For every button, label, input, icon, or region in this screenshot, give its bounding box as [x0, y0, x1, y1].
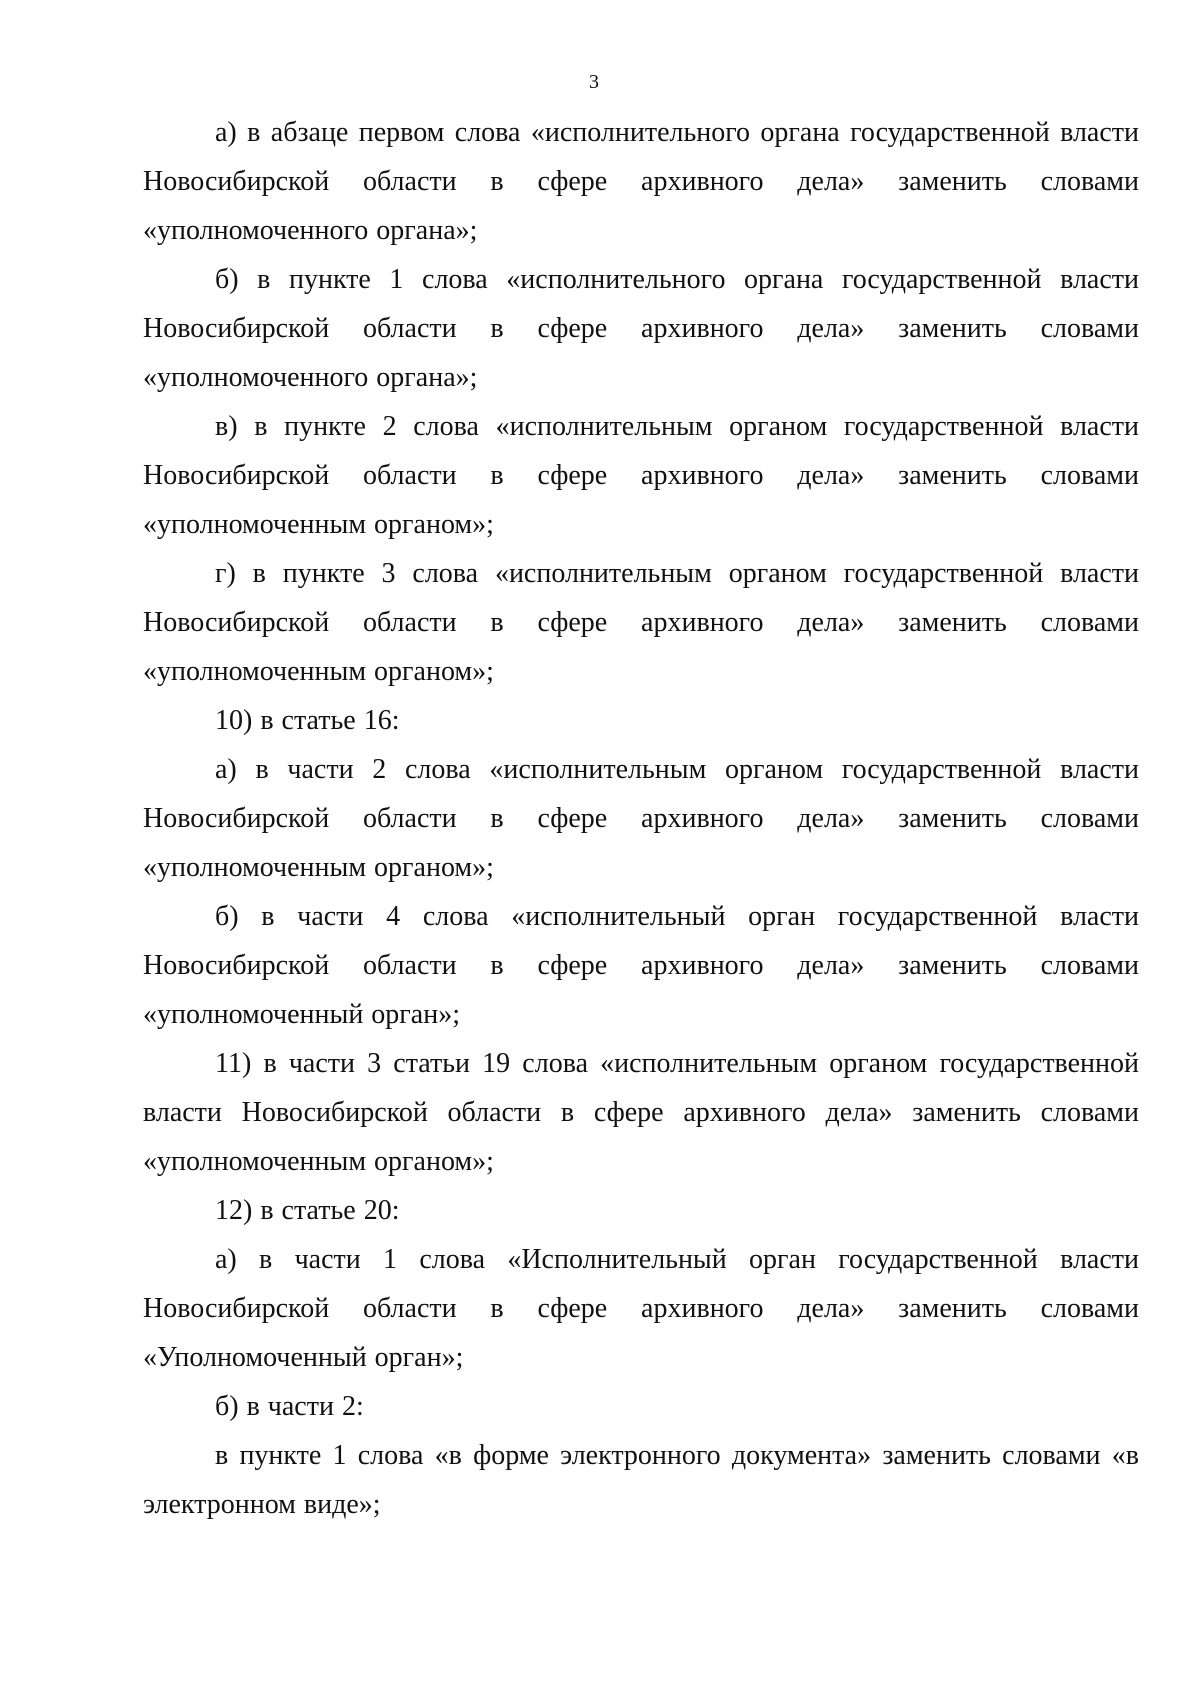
paragraph-b-chast-4: б) в части 4 слова «исполнительный орган государственной власти Новосибирской области в сфере архивного дела» заменить словами «уполномоченный орган»;	[143, 901, 1139, 1030]
paragraph-a-chast-2: а) в части 2 слова «исполнительным органом государственной власти Новосибирской области в сфере архивного дела» заменить словами «уполномоченным органом»;	[143, 754, 1139, 883]
paragraph-a-abzats-pervyi: а) в абзаце первом слова «исполнительного органа государственной власти Новосибирской области в сфере архивного дела» заменить словами «уполномоченного органа»;	[143, 117, 1139, 246]
paragraph-b-punkt-1: б) в пункте 1 слова «исполнительного органа государственной власти Новосибирской области в сфере архивного дела» заменить словами «уполномоченного органа»;	[143, 264, 1139, 393]
paragraph-b-chast-2: б) в части 2:	[215, 1391, 364, 1422]
document-body	[143, 108, 1139, 1529]
paragraph-a-chast-1: а) в части 1 слова «Исполнительный орган государственной власти Новосибирской области в сфере архивного дела» заменить словами «Уполномоченный орган»;	[143, 1244, 1139, 1373]
paragraph-punkt-1-elektronnyi-vid: в пункте 1 слова «в форме электронного документа» заменить словами «в электронном виде»;	[143, 1440, 1139, 1520]
paragraph-12-statya-20: 12) в статье 20:	[215, 1195, 400, 1226]
paragraph-g-punkt-3: г) в пункте 3 слова «исполнительным органом государственной власти Новосибирской области в сфере архивного дела» заменить словами «уполномоченным органом»;	[143, 558, 1139, 687]
page-number: 3	[589, 71, 599, 93]
paragraph-11-statya-19: 11) в части 3 статьи 19 слова «исполнительным органом государственной власти Новосибирской области в сфере архивного дела» заменить словами «уполномоченным органом»;	[143, 1048, 1139, 1177]
paragraph-v-punkt-2: в) в пункте 2 слова «исполнительным органом государственной власти Новосибирской области в сфере архивного дела» заменить словами «уполномоченным органом»;	[143, 411, 1139, 540]
paragraph-10-statya-16: 10) в статье 16:	[215, 705, 400, 736]
